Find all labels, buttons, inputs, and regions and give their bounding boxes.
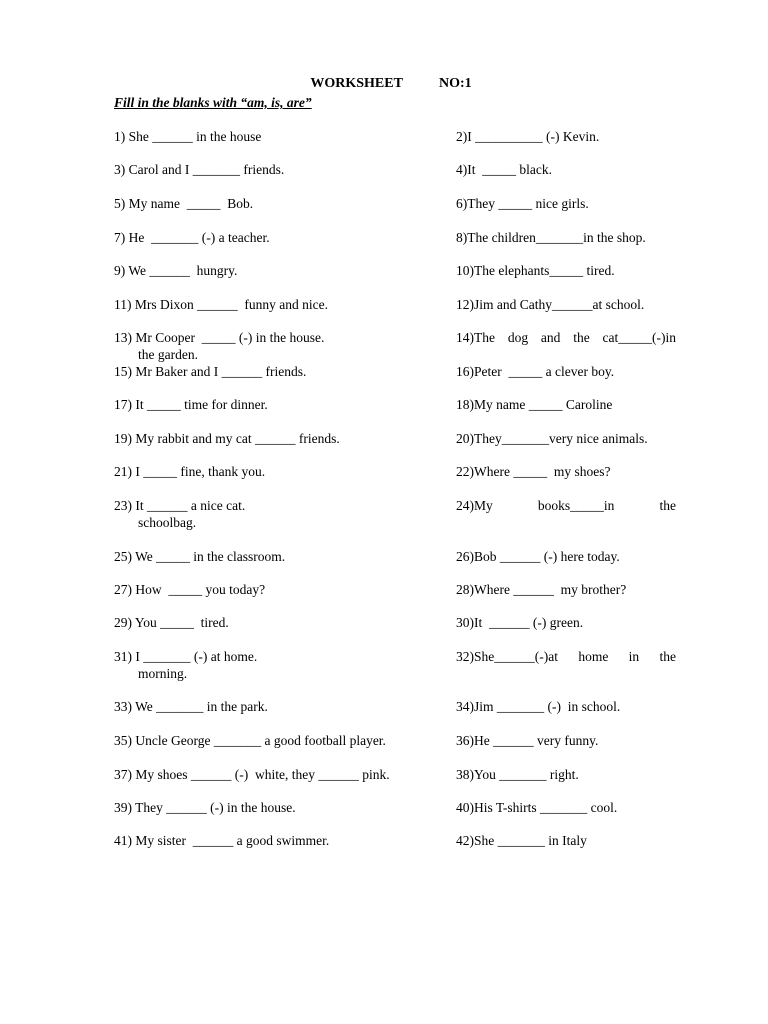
exercise-item-13 (114, 329, 434, 363)
exercise-item-6 (456, 195, 676, 212)
exercise-item-3 (114, 161, 434, 178)
exercise-item-23 (114, 497, 434, 531)
exercise-item-14 (456, 329, 676, 346)
exercise-item-12 (456, 296, 676, 313)
exercise-item-19 (114, 430, 434, 447)
item-number: 11) (114, 297, 132, 312)
item-text: Mr Cooper _____ (-) in the house. (135, 330, 325, 345)
item-text: We _______ in the park. (135, 699, 268, 714)
exercise-item-16 (456, 363, 676, 380)
item-number: 20) (456, 431, 474, 446)
item-text: My shoes ______ (-) white, they ______ pink. (135, 767, 390, 782)
exercise-item-18 (456, 396, 676, 413)
item-number: 16) (456, 364, 474, 379)
exercise-item-1 (114, 128, 434, 145)
exercise-item-21 (114, 463, 434, 480)
item-text: It ______ (-) green. (474, 615, 584, 630)
item-text: Carol and I _______ friends. (128, 162, 285, 177)
worksheet-number: NO:1 (438, 76, 472, 91)
item-number: 34) (456, 699, 474, 714)
item-number: 40) (456, 800, 474, 815)
item-number: 30) (456, 615, 474, 630)
item-text: Where _____ my shoes? (474, 464, 611, 479)
item-number: 18) (456, 397, 474, 412)
exercise-item-5 (114, 195, 434, 212)
exercise-item-33 (114, 698, 434, 715)
item-continuation: the garden. (138, 347, 198, 362)
item-number: 5) (114, 196, 126, 211)
exercise-item-9 (114, 262, 434, 279)
item-number: 15) (114, 364, 132, 379)
item-text: I __________ (-) Kevin. (467, 129, 600, 144)
exercise-item-29 (114, 614, 434, 631)
item-text: They ______ (-) in the house. (135, 800, 296, 815)
item-text: Mr Baker and I ______ friends. (135, 364, 307, 379)
item-number: 21) (114, 464, 132, 479)
item-text: I _____ fine, thank you. (135, 464, 266, 479)
item-number: 24) (456, 498, 474, 513)
exercise-item-42 (456, 832, 676, 849)
item-text: My books_____in the (474, 498, 676, 513)
item-number: 12) (456, 297, 474, 312)
item-text: Bob ______ (-) here today. (474, 549, 620, 564)
item-number: 39) (114, 800, 132, 815)
item-text: Jim and Cathy______at school. (474, 297, 645, 312)
item-number: 37) (114, 767, 132, 782)
item-number: 42) (456, 833, 474, 848)
item-text: She _______ in Italy (474, 833, 587, 848)
exercise-item-10 (456, 262, 676, 279)
item-number: 23) (114, 498, 132, 513)
item-text: You _____ tired. (134, 615, 229, 630)
item-number: 27) (114, 582, 132, 597)
item-text: They _____ nice girls. (467, 196, 589, 211)
item-text: It ______ a nice cat. (135, 498, 246, 513)
item-continuation: schoolbag. (138, 515, 197, 530)
item-text: Mrs Dixon ______ funny and nice. (134, 297, 328, 312)
item-text: My name _____ Bob. (128, 196, 254, 211)
instruction-heading: Fill in the blanks with “am, is, are” (114, 95, 312, 110)
item-continuation: morning. (138, 666, 188, 681)
item-number: 7) (114, 230, 126, 245)
exercise-item-25 (114, 548, 434, 565)
exercise-item-37 (114, 766, 434, 783)
item-text: Where ______ my brother? (474, 582, 627, 597)
item-number: 33) (114, 699, 132, 714)
exercise-item-20 (456, 430, 676, 447)
item-text: Uncle George _______ a good football player. (135, 733, 386, 748)
item-number: 3) (114, 162, 126, 177)
item-text: How _____ you today? (135, 582, 266, 597)
item-number: 19) (114, 431, 132, 446)
item-text: His T-shirts _______ cool. (474, 800, 618, 815)
item-number: 29) (114, 615, 132, 630)
exercise-item-15 (114, 363, 434, 380)
item-number: 22) (456, 464, 474, 479)
item-text: It _____ time for dinner. (135, 397, 268, 412)
item-number: 17) (114, 397, 132, 412)
item-number: 10) (456, 263, 474, 278)
exercise-item-24 (456, 497, 676, 514)
exercise-item-41 (114, 832, 434, 849)
item-text: We ______ hungry. (128, 263, 238, 278)
item-number: 35) (114, 733, 132, 748)
item-text: It _____ black. (467, 162, 552, 177)
exercise-item-34 (456, 698, 676, 715)
item-number: 41) (114, 833, 132, 848)
item-number: 1) (114, 129, 126, 144)
exercise-item-27 (114, 581, 434, 598)
item-text: My sister ______ a good swimmer. (135, 833, 330, 848)
item-text: Jim _______ (-) in school. (474, 699, 621, 714)
item-number: 32) (456, 649, 474, 664)
item-text: Peter _____ a clever boy. (474, 364, 615, 379)
item-text: My name _____ Caroline (474, 397, 613, 412)
item-text: They_______very nice animals. (474, 431, 648, 446)
item-text: The children_______in the shop. (467, 230, 646, 245)
item-number: 31) (114, 649, 132, 664)
exercise-item-38 (456, 766, 676, 783)
item-number: 28) (456, 582, 474, 597)
item-text: He _______ (-) a teacher. (128, 230, 270, 245)
exercise-item-35 (114, 732, 434, 749)
item-number: 9) (114, 263, 126, 278)
exercise-item-26 (456, 548, 676, 565)
item-number: 2) (456, 129, 468, 144)
item-number: 26) (456, 549, 474, 564)
exercise-item-36 (456, 732, 676, 749)
exercise-item-30 (456, 614, 676, 631)
exercise-item-4 (456, 161, 676, 178)
exercise-item-28 (456, 581, 676, 598)
item-number: 8) (456, 230, 468, 245)
exercise-item-22 (456, 463, 676, 480)
item-number: 14) (456, 330, 474, 345)
exercise-item-8 (456, 229, 676, 246)
exercise-item-32 (456, 648, 676, 665)
item-text: The dog and the cat_____(-)in (474, 330, 676, 345)
exercise-item-17 (114, 396, 434, 413)
exercise-item-11 (114, 296, 434, 313)
item-text: He ______ very funny. (474, 733, 599, 748)
item-text: The elephants_____ tired. (474, 263, 615, 278)
exercise-item-31 (114, 648, 434, 682)
exercise-item-2 (456, 128, 676, 145)
item-number: 13) (114, 330, 132, 345)
item-text: She______(-)at home in the (474, 649, 676, 664)
exercise-item-40 (456, 799, 676, 816)
exercise-item-7 (114, 229, 434, 246)
item-number: 4) (456, 162, 468, 177)
item-text: You _______ right. (474, 767, 579, 782)
item-text: I _______ (-) at home. (135, 649, 258, 664)
item-text: She ______ in the house (128, 129, 262, 144)
item-number: 38) (456, 767, 474, 782)
exercise-item-39 (114, 799, 434, 816)
item-number: 36) (456, 733, 474, 748)
title-text: WORKSHEET (310, 76, 403, 91)
item-number: 25) (114, 549, 132, 564)
item-number: 6) (456, 196, 468, 211)
item-text: My rabbit and my cat ______ friends. (135, 431, 340, 446)
item-text: We _____ in the classroom. (135, 549, 286, 564)
